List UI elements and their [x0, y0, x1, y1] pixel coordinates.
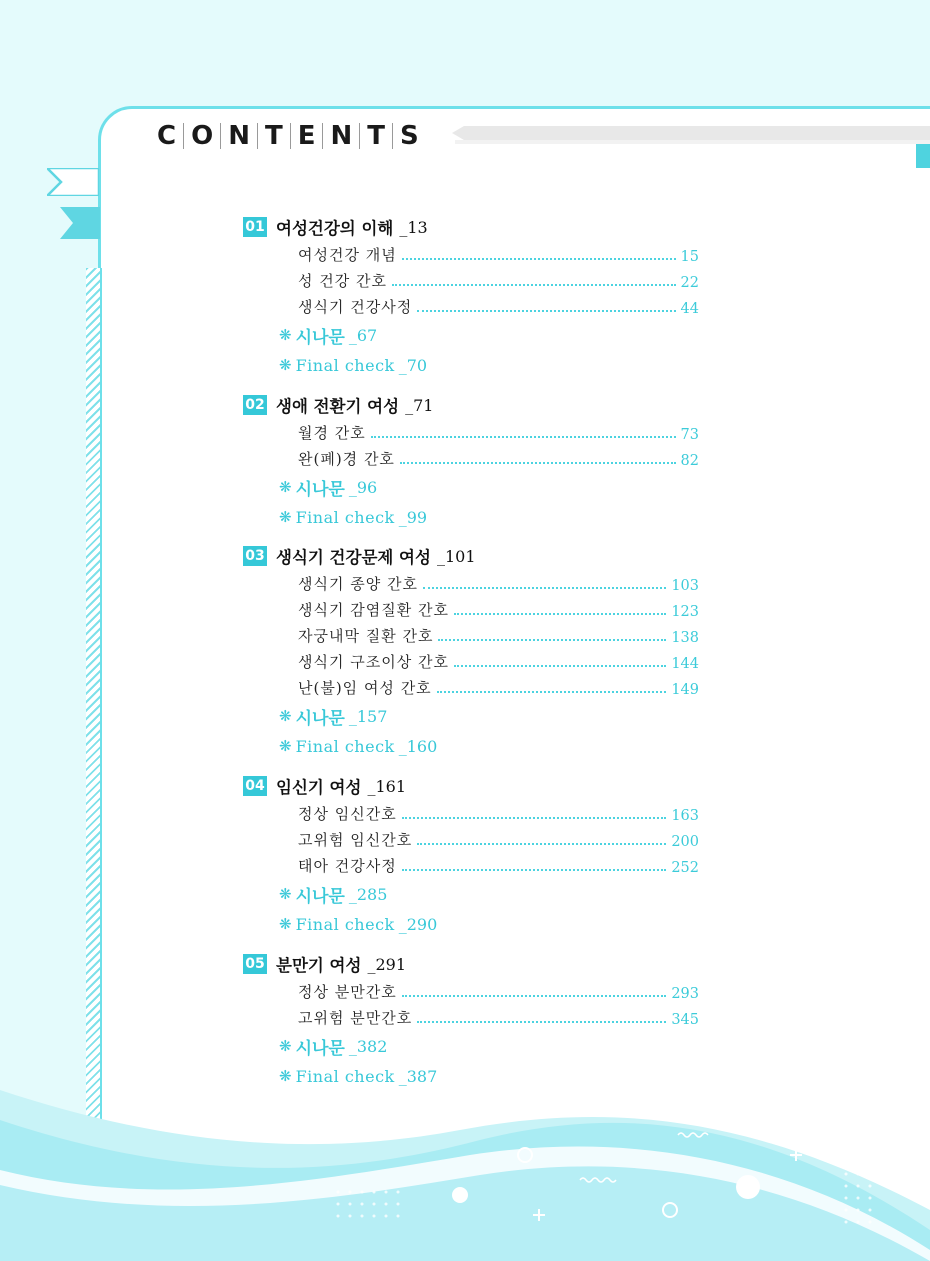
- entry-label: 생식기 종양 간호: [298, 575, 418, 593]
- toc-entry[interactable]: [298, 245, 699, 265]
- chapter-page: _71: [405, 395, 434, 415]
- chapter-heading[interactable]: [243, 215, 428, 239]
- chapter-title: 생애 전환기 여성: [276, 397, 400, 416]
- final-check-label: Final check: [295, 736, 395, 756]
- chapter-title: 여성건강의 이해: [276, 219, 394, 238]
- entry-label: 정상 분만간호: [298, 983, 397, 1001]
- final-check-label: Final check: [295, 914, 395, 934]
- ribbon-filled-icon: [60, 207, 100, 239]
- scenario-page: _67: [348, 325, 378, 345]
- title-letter: S: [400, 121, 419, 151]
- entry-page: 22: [680, 275, 699, 291]
- scenario-label: 시나문: [295, 479, 345, 500]
- entry-label: 고위험 분만간호: [298, 1009, 413, 1027]
- chapter-title: 분만기 여성: [276, 956, 362, 975]
- toc-entry[interactable]: [298, 626, 699, 646]
- entry-page: 82: [680, 453, 699, 469]
- snowflake-icon: ❋: [279, 1067, 292, 1085]
- dot-leader: [417, 843, 666, 845]
- entry-page: 149: [671, 682, 699, 698]
- entry-label: 정상 임신간호: [298, 805, 397, 823]
- snowflake-icon: ❋: [279, 478, 292, 496]
- toc-entry[interactable]: [298, 271, 699, 291]
- chapter-page: _161: [367, 776, 406, 796]
- snowflake-icon: ❋: [279, 737, 292, 755]
- snowflake-icon: ❋: [279, 915, 292, 933]
- entry-page: 144: [671, 656, 699, 672]
- toc-entry[interactable]: [298, 423, 699, 443]
- entry-page: 138: [671, 630, 699, 646]
- chapter-heading[interactable]: [243, 952, 406, 976]
- dot-leader: [417, 310, 675, 312]
- chapter-number-badge: 01: [243, 217, 267, 237]
- title-band-shadow: [455, 140, 930, 144]
- toc-entry[interactable]: [298, 982, 699, 1002]
- chapter-number-badge: 02: [243, 395, 267, 415]
- entry-page: 103: [671, 578, 699, 594]
- title-letter: N: [330, 121, 353, 151]
- entry-page: 293: [671, 986, 699, 1002]
- title-band: [452, 126, 930, 140]
- chapter-heading[interactable]: [243, 393, 433, 417]
- title-letter: E: [297, 121, 316, 151]
- title-letter: T: [367, 121, 385, 151]
- scenario-entry[interactable]: [279, 323, 377, 347]
- toc-entry[interactable]: [298, 600, 699, 620]
- entry-label: 성 건강 간호: [298, 272, 387, 290]
- dot-leader: [400, 462, 676, 464]
- chapter-title: 생식기 건강문제 여성: [276, 548, 431, 567]
- chapter-number-badge: 03: [243, 546, 267, 566]
- toc-entry[interactable]: [298, 830, 699, 850]
- page-title: [150, 118, 426, 154]
- entry-label: 월경 간호: [298, 424, 366, 442]
- toc-entry[interactable]: [298, 678, 699, 698]
- entry-page: 252: [671, 860, 699, 876]
- dot-leader: [402, 817, 667, 819]
- scenario-label: 시나문: [295, 327, 345, 348]
- final-check-entry[interactable]: [279, 912, 437, 936]
- dot-leader: [423, 587, 666, 589]
- final-check-page: _70: [398, 355, 428, 375]
- entry-label: 여성건강 개념: [298, 246, 397, 264]
- final-check-label: Final check: [295, 1066, 395, 1086]
- hatched-margin: [86, 268, 102, 1148]
- final-check-label: Final check: [295, 507, 395, 527]
- dot-leader: [437, 691, 667, 693]
- scenario-entry[interactable]: [279, 882, 387, 906]
- dot-leader: [402, 258, 676, 260]
- final-check-entry[interactable]: [279, 734, 437, 758]
- final-check-entry[interactable]: [279, 505, 427, 529]
- final-check-label: Final check: [295, 355, 395, 375]
- scenario-page: _157: [348, 706, 388, 726]
- title-letter: N: [228, 121, 250, 151]
- chapter-heading[interactable]: [243, 774, 406, 798]
- entry-page: 44: [680, 301, 699, 317]
- toc-entry[interactable]: [298, 804, 699, 824]
- chapter-page: _101: [436, 546, 476, 566]
- snowflake-icon: ❋: [279, 356, 292, 374]
- scenario-entry[interactable]: [279, 704, 387, 728]
- title-letter: C: [157, 121, 177, 151]
- entry-label: 난(불)임 여성 간호: [298, 679, 432, 697]
- toc-entry[interactable]: [298, 574, 699, 594]
- entry-page: 15: [680, 249, 699, 265]
- toc-entry[interactable]: [298, 856, 699, 876]
- scenario-label: 시나문: [295, 1038, 345, 1059]
- entry-page: 345: [671, 1012, 699, 1028]
- entry-label: 고위험 임신간호: [298, 831, 413, 849]
- scenario-entry[interactable]: [279, 475, 377, 499]
- title-letter: T: [264, 121, 283, 151]
- title-letter: O: [191, 121, 214, 151]
- entry-label: 태아 건강사정: [298, 857, 397, 875]
- scenario-page: _285: [348, 884, 388, 904]
- scenario-label: 시나문: [295, 708, 345, 729]
- scenario-label: 시나문: [295, 886, 345, 907]
- dot-leader: [454, 665, 666, 667]
- chapter-page: _13: [399, 217, 428, 237]
- scenario-page: _382: [348, 1036, 388, 1056]
- final-check-entry[interactable]: [279, 353, 427, 377]
- chapter-number-badge: 04: [243, 776, 267, 796]
- chapter-heading[interactable]: [243, 544, 476, 568]
- toc-entry[interactable]: [298, 449, 699, 469]
- dot-leader: [417, 1021, 666, 1023]
- ribbon-outline-icon: [47, 168, 99, 196]
- dot-leader: [371, 436, 676, 438]
- entry-label: 생식기 건강사정: [298, 298, 413, 316]
- wave-decoration: [0, 1060, 930, 1261]
- chapter-title: 임신기 여성: [276, 778, 362, 797]
- final-check-page: _387: [398, 1066, 438, 1086]
- entry-page: 200: [671, 834, 699, 850]
- snowflake-icon: ❋: [279, 707, 292, 725]
- chapter-page: _291: [367, 954, 406, 974]
- toc-entry[interactable]: [298, 652, 699, 672]
- dot-leader: [402, 995, 667, 997]
- snowflake-icon: ❋: [279, 1037, 292, 1055]
- entry-page: 163: [671, 808, 699, 824]
- scenario-page: _96: [348, 477, 378, 497]
- entry-label: 생식기 감염질환 간호: [298, 601, 449, 619]
- scenario-entry[interactable]: [279, 1034, 387, 1058]
- snowflake-icon: ❋: [279, 508, 292, 526]
- dot-leader: [392, 284, 676, 286]
- final-check-page: _290: [398, 914, 438, 934]
- snowflake-icon: ❋: [279, 326, 292, 344]
- entry-label: 완(폐)경 간호: [298, 450, 395, 468]
- dot-leader: [402, 869, 667, 871]
- final-check-page: _160: [398, 736, 438, 756]
- entry-page: 123: [671, 604, 699, 620]
- final-check-page: _99: [398, 507, 428, 527]
- entry-label: 생식기 구조이상 간호: [298, 653, 449, 671]
- dot-leader: [454, 613, 666, 615]
- entry-label: 자궁내막 질환 간호: [298, 627, 434, 645]
- toc-entry[interactable]: [298, 297, 699, 317]
- entry-page: 73: [680, 427, 699, 443]
- snowflake-icon: ❋: [279, 885, 292, 903]
- toc-entry[interactable]: [298, 1008, 699, 1028]
- dot-leader: [438, 639, 666, 641]
- chapter-number-badge: 05: [243, 954, 267, 974]
